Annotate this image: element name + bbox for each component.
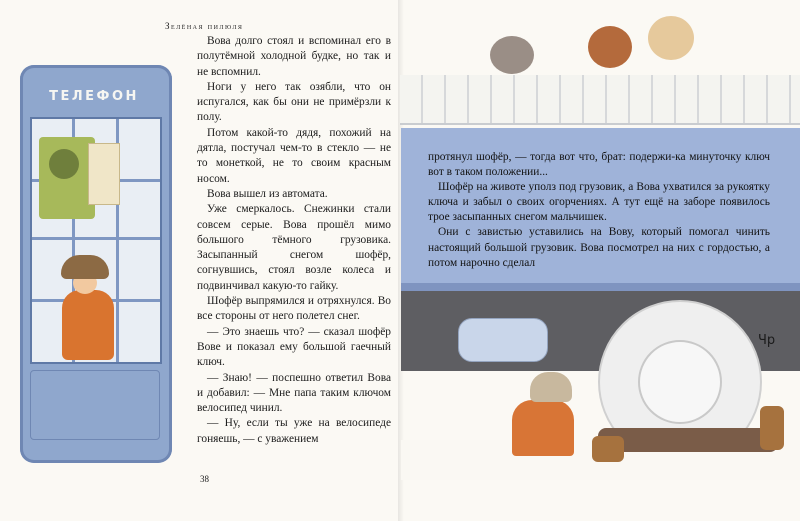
boy-hat	[61, 255, 109, 279]
boy-figure	[62, 290, 114, 360]
driver-boot	[760, 406, 784, 450]
running-title: Зелёная пилюля	[165, 21, 244, 31]
paragraph: — Знаю! — поспешно ответил Вова и добавил: — Мне папа таким ключом велосипед чинил.	[197, 371, 391, 415]
paragraph: Потом какой-то дядя, похожий на дятла, постучал чем-то в стекло — не то монеткой, не то своим красным носом.	[197, 126, 391, 185]
phone-notice-card	[88, 143, 120, 205]
paragraph: — Ну, если ты уже на велосипеде гоняешь, — с уважением	[197, 417, 391, 445]
phone-dial	[49, 149, 79, 179]
booth-sign: ТЕЛЕФОН	[49, 89, 139, 104]
paragraph: Шофёр выпрямился и отряхнулся. Во все стороны от него полетел снег.	[197, 295, 391, 323]
page-number: 38	[200, 474, 209, 484]
kid-on-fence	[648, 16, 694, 60]
fuel-tank	[458, 318, 548, 362]
right-page-text	[428, 150, 770, 271]
vova-figure	[512, 400, 574, 456]
vova-hat	[530, 372, 572, 402]
kid-on-fence	[490, 36, 534, 74]
driver-legs	[598, 428, 778, 452]
paragraph: Они с завистью уставились на Вову, который помогал чинить настоящий большой грузовик. Вова посмотрел на них с гордостью, а потом нарочно сделал	[428, 226, 770, 269]
fence	[400, 75, 800, 125]
paragraph: — Это знаешь что? — сказал шофёр Вове и показал ему большой гаечный ключ.	[197, 325, 391, 369]
left-page-text	[197, 34, 391, 447]
illustrator-signature: Чр	[758, 333, 776, 348]
paragraph: Ноги у него так озябли, что он испугался, как бы они не примёрзли к полу.	[197, 80, 391, 124]
booth-lower-panel	[30, 370, 160, 440]
kid-on-fence	[588, 26, 632, 68]
paragraph: Уже смеркалось. Снежинки стали совсем серые. Вова прошёл мимо большого тёмного грузовика. Засыпанный снегом шофёр, согнувшись, стоял возле колеса и подвинчивал какую-то гайку.	[197, 203, 391, 292]
driver-boot	[592, 436, 624, 462]
wheel-hub	[638, 340, 722, 424]
paragraph: Вова вышел из автомата.	[207, 187, 328, 200]
truck-body-edge	[401, 283, 800, 291]
paragraph: протянул шофёр, — тогда вот что, брат: подержи-ка минуточку ключ вот в таком положении...	[428, 151, 770, 179]
paragraph: Шофёр на животе уполз под грузовик, а Вова ухватился за рукоятку ключа и забыл о своих огорчениях. А тут ещё на заборе появилось трое засыпанных снегом мальчишек.	[428, 181, 770, 224]
paragraph: Вова долго стоял и вспоминал его в полутёмной холодной будке, но так и не вспомнил.	[197, 35, 391, 78]
window-frame	[32, 237, 160, 240]
